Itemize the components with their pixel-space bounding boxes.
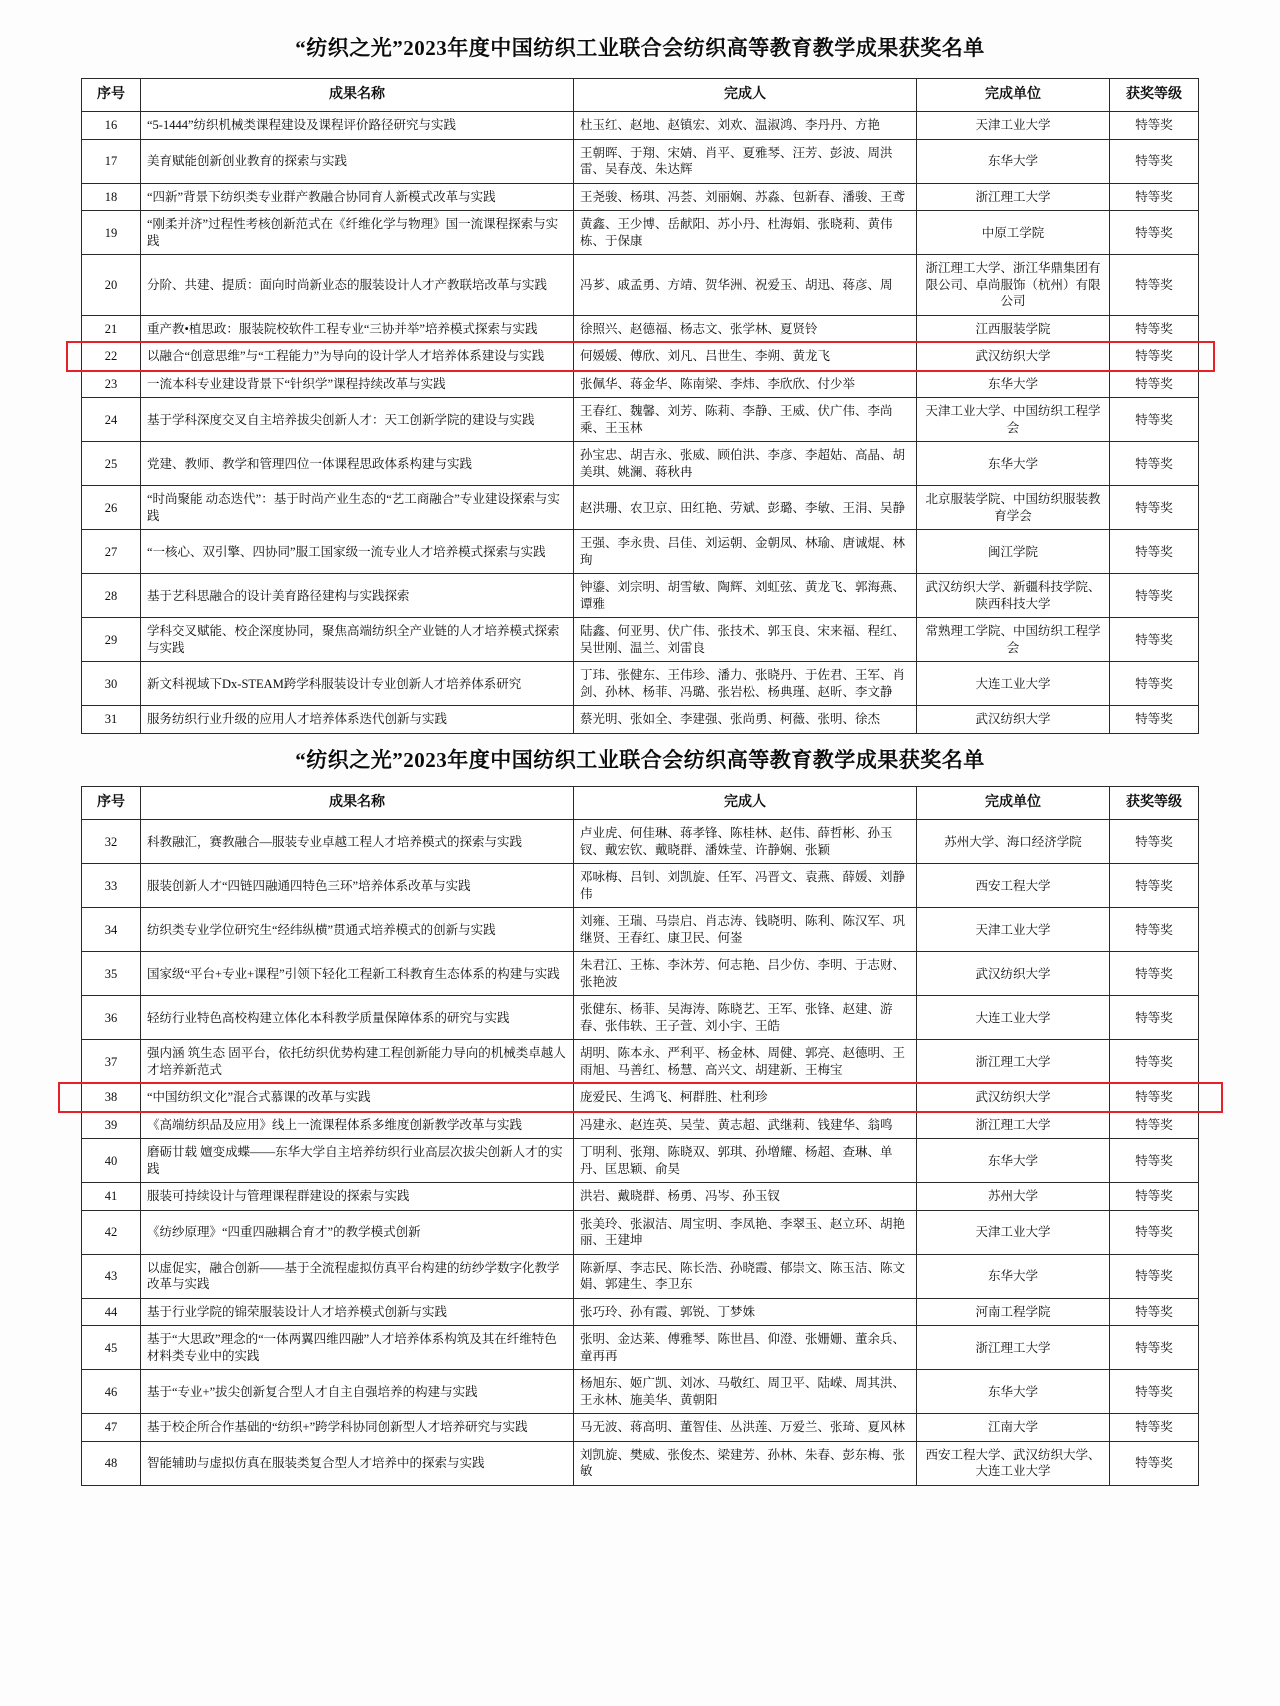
- cell-people: 陈新厚、李志民、陈长浩、孙晓霞、郁崇文、陈玉洁、陈文娟、郭建生、李卫东: [574, 1254, 917, 1298]
- cell-unit: 苏州大学、海口经济学院: [917, 820, 1110, 864]
- cell-level: 特等奖: [1110, 1040, 1199, 1084]
- table-row: [82, 183, 1199, 211]
- cell-level: 特等奖: [1110, 1441, 1199, 1485]
- cell-index: 37: [82, 1040, 141, 1084]
- table-row: [82, 908, 1199, 952]
- cell-index: 41: [82, 1183, 141, 1211]
- cell-people: 钟鎏、刘宗明、胡雪敏、陶辉、刘虹弦、黄龙飞、郭海燕、谭雅: [574, 574, 917, 618]
- cell-index: 38: [82, 1084, 141, 1112]
- col-header-name: 成果名称: [141, 79, 574, 112]
- cell-name: 服务纺织行业升级的应用人才培养体系迭代创新与实践: [141, 706, 574, 734]
- cell-level: 特等奖: [1110, 864, 1199, 908]
- cell-people: 洪岩、戴晓群、杨勇、冯岑、孙玉钗: [574, 1183, 917, 1211]
- table-row: [82, 398, 1199, 442]
- table-row: [82, 343, 1199, 371]
- cell-level: 特等奖: [1110, 1370, 1199, 1414]
- cell-level: 特等奖: [1110, 1326, 1199, 1370]
- cell-name: 以虚促实，融合创新——基于全流程虚拟仿真平台构建的纺纱学数字化教学改革与实践: [141, 1254, 574, 1298]
- cell-name: “一核心、双引擎、四协同”服工国家级一流专业人才培养模式探索与实践: [141, 530, 574, 574]
- cell-unit: 东华大学: [917, 139, 1110, 183]
- cell-level: 特等奖: [1110, 315, 1199, 343]
- cell-people: 杨旭东、姬广凯、刘冰、马敬红、周卫平、陆嵘、周其洪、王永林、施美华、黄朝阳: [574, 1370, 917, 1414]
- cell-name: 基于“专业+”拔尖创新复合型人才自主自强培养的构建与实践: [141, 1370, 574, 1414]
- cell-index: 17: [82, 139, 141, 183]
- cell-level: 特等奖: [1110, 255, 1199, 316]
- cell-name: 服装可持续设计与管理课程群建设的探索与实践: [141, 1183, 574, 1211]
- table-2-wrapper: [0, 786, 1280, 1486]
- cell-name: “时尚聚能 动态迭代”：基于时尚产业生态的“艺工商融合”专业建设探索与实践: [141, 486, 574, 530]
- table-row: [82, 1298, 1199, 1326]
- table-row: [82, 1040, 1199, 1084]
- cell-name: 国家级“平台+专业+课程”引领下轻化工程新工科教育生态体系的构建与实践: [141, 952, 574, 996]
- cell-people: 何媛媛、傅欣、刘凡、吕世生、李朔、黄龙飞: [574, 343, 917, 371]
- table-row: [82, 1414, 1199, 1442]
- table-row: [82, 139, 1199, 183]
- cell-level: 特等奖: [1110, 486, 1199, 530]
- table-row: [82, 1139, 1199, 1183]
- table-row: [82, 662, 1199, 706]
- page-title-2: “纺织之光”2023年度中国纺织工业联合会纺织高等教育教学成果获奖名单: [295, 747, 985, 772]
- cell-index: 46: [82, 1370, 141, 1414]
- cell-level: 特等奖: [1110, 370, 1199, 398]
- cell-level: 特等奖: [1110, 996, 1199, 1040]
- cell-unit: 东华大学: [917, 1139, 1110, 1183]
- cell-level: 特等奖: [1110, 183, 1199, 211]
- cell-unit: 大连工业大学: [917, 996, 1110, 1040]
- table-row: [82, 315, 1199, 343]
- cell-level: 特等奖: [1110, 398, 1199, 442]
- cell-name: 以融合“创意思维”与“工程能力”为导向的设计学人才培养体系建设与实践: [141, 343, 574, 371]
- table-row: [82, 820, 1199, 864]
- table-1-wrapper: [0, 78, 1280, 734]
- cell-name: 分阶、共建、提质：面向时尚新业态的服装设计人才产教联培改革与实践: [141, 255, 574, 316]
- cell-level: 特等奖: [1110, 442, 1199, 486]
- cell-people: 张美玲、张淑洁、周宝明、李凤艳、李翠玉、赵立环、胡艳丽、王建坤: [574, 1210, 917, 1254]
- cell-name: 一流本科专业建设背景下“针织学”课程持续改革与实践: [141, 370, 574, 398]
- cell-index: 43: [82, 1254, 141, 1298]
- cell-people: 张佩华、蒋金华、陈南梁、李炜、李欣欣、付少举: [574, 370, 917, 398]
- cell-people: 胡明、陈本永、严利平、杨金林、周健、郭亮、赵德明、王雨旭、马善红、杨慧、高兴文、胡建新、王梅宝: [574, 1040, 917, 1084]
- cell-people: 王朝晖、于翔、宋婧、肖平、夏雅琴、汪芳、彭波、周洪雷、吴春茂、朱达辉: [574, 139, 917, 183]
- cell-unit: 西安工程大学、武汉纺织大学、大连工业大学: [917, 1441, 1110, 1485]
- cell-level: 特等奖: [1110, 343, 1199, 371]
- cell-name: 磨砺廿载 嬗变成蝶——东华大学自主培养纺织行业高层次拔尖创新人才的实践: [141, 1139, 574, 1183]
- table-row: [82, 1370, 1199, 1414]
- cell-name: 强内涵 筑生态 固平台，依托纺织优势构建工程创新能力导向的机械类卓越人才培养新范式: [141, 1040, 574, 1084]
- cell-unit: 武汉纺织大学: [917, 343, 1110, 371]
- cell-people: 杜玉红、赵地、赵镇宏、刘欢、温淑鸿、李丹丹、方艳: [574, 112, 917, 140]
- table-row: [82, 1326, 1199, 1370]
- cell-people: 丁玮、张健东、王伟珍、潘力、张晓丹、于佐君、王军、肖剑、孙林、杨菲、冯璐、张岩松、杨典瑾、赵昕、李文静: [574, 662, 917, 706]
- cell-level: 特等奖: [1110, 1139, 1199, 1183]
- cell-level: 特等奖: [1110, 139, 1199, 183]
- cell-index: 45: [82, 1326, 141, 1370]
- cell-unit: 大连工业大学: [917, 662, 1110, 706]
- cell-name: 服装创新人才“四链四融通四特色三环”培养体系改革与实践: [141, 864, 574, 908]
- cell-index: 22: [82, 343, 141, 371]
- cell-name: “中国纺织文化”混合式慕课的改革与实践: [141, 1084, 574, 1112]
- table-row: [82, 1111, 1199, 1139]
- cell-index: 19: [82, 211, 141, 255]
- cell-index: 24: [82, 398, 141, 442]
- cell-index: 18: [82, 183, 141, 211]
- cell-name: 轻纺行业特色高校构建立体化本科教学质量保障体系的研究与实践: [141, 996, 574, 1040]
- cell-name: “5-1444”纺织机械类课程建设及课程评价路径研究与实践: [141, 112, 574, 140]
- table-row: [82, 530, 1199, 574]
- cell-people: 刘雍、王瑞、马崇启、肖志涛、钱晓明、陈利、陈汉军、巩继贤、王春红、康卫民、何崟: [574, 908, 917, 952]
- table-row: [82, 442, 1199, 486]
- cell-unit: 浙江理工大学: [917, 1111, 1110, 1139]
- cell-people: 冯芗、戚孟勇、方靖、贺华洲、祝爱玉、胡迅、蒋彦、周: [574, 255, 917, 316]
- cell-people: 刘凯旋、樊威、张俊杰、梁建芳、孙林、朱春、彭东梅、张敏: [574, 1441, 917, 1485]
- cell-level: 特等奖: [1110, 574, 1199, 618]
- cell-name: 基于校企所合作基础的“纺织+”跨学科协同创新型人才培养研究与实践: [141, 1414, 574, 1442]
- cell-unit: 苏州大学: [917, 1183, 1110, 1211]
- cell-name: 基于学科深度交叉自主培养拔尖创新人才：天工创新学院的建设与实践: [141, 398, 574, 442]
- table-2-body: [82, 820, 1199, 1486]
- table-row: [82, 618, 1199, 662]
- cell-index: 48: [82, 1441, 141, 1485]
- cell-name: 基于艺科思融合的设计美育路径建构与实践探索: [141, 574, 574, 618]
- cell-unit: 西安工程大学: [917, 864, 1110, 908]
- cell-people: 冯建永、赵连英、吴莹、黄志超、武继莉、钱建华、翁鸣: [574, 1111, 917, 1139]
- table-2-header: [82, 786, 1199, 819]
- cell-people: 王尧骏、杨琪、冯荟、刘丽娴、苏淼、包新春、潘骏、王鸢: [574, 183, 917, 211]
- cell-index: 39: [82, 1111, 141, 1139]
- cell-index: 25: [82, 442, 141, 486]
- cell-level: 特等奖: [1110, 112, 1199, 140]
- cell-level: 特等奖: [1110, 1210, 1199, 1254]
- cell-unit: 浙江理工大学: [917, 183, 1110, 211]
- cell-name: 科教融汇，赛教融合—服装专业卓越工程人才培养模式的探索与实践: [141, 820, 574, 864]
- cell-level: 特等奖: [1110, 908, 1199, 952]
- cell-people: 张巧玲、孙有霞、郭锐、丁梦姝: [574, 1298, 917, 1326]
- cell-name: 纺织类专业学位研究生“经纬纵横”贯通式培养模式的创新与实践: [141, 908, 574, 952]
- cell-name: “刚柔并济”过程性考核创新范式在《纤维化学与物理》国一流课程探索与实践: [141, 211, 574, 255]
- cell-people: 徐照兴、赵德福、杨志文、张学林、夏贤铃: [574, 315, 917, 343]
- cell-level: 特等奖: [1110, 662, 1199, 706]
- page-title-1: “纺织之光”2023年度中国纺织工业联合会纺织高等教育教学成果获奖名单: [295, 36, 985, 60]
- cell-name: 学科交叉赋能、校企深度协同，聚焦高端纺织全产业链的人才培养模式探索与实践: [141, 618, 574, 662]
- cell-level: 特等奖: [1110, 820, 1199, 864]
- cell-people: 赵洪珊、农卫京、田红艳、劳斌、彭璐、李敏、王涓、吴静: [574, 486, 917, 530]
- cell-index: 32: [82, 820, 141, 864]
- cell-level: 特等奖: [1110, 1254, 1199, 1298]
- cell-index: 28: [82, 574, 141, 618]
- cell-unit: 天津工业大学: [917, 1210, 1110, 1254]
- cell-unit: 浙江理工大学: [917, 1326, 1110, 1370]
- cell-index: 21: [82, 315, 141, 343]
- cell-index: 27: [82, 530, 141, 574]
- table-row: [82, 574, 1199, 618]
- cell-index: 40: [82, 1139, 141, 1183]
- cell-name: 智能辅助与虚拟仿真在服装类复合型人才培养中的探索与实践: [141, 1441, 574, 1485]
- cell-index: 20: [82, 255, 141, 316]
- table-row: [82, 1084, 1199, 1112]
- cell-name: 基于“大思政”理念的“一体两翼四维四融”人才培养体系构筑及其在纤维特色材料类专业中的实践: [141, 1326, 574, 1370]
- table-row: [82, 1441, 1199, 1485]
- cell-people: 王春红、魏馨、刘芳、陈莉、李静、王威、伏广伟、李尚乘、王玉林: [574, 398, 917, 442]
- cell-unit: 东华大学: [917, 370, 1110, 398]
- table-row: [82, 255, 1199, 316]
- cell-unit: 东华大学: [917, 1370, 1110, 1414]
- cell-unit: 天津工业大学、中国纺织工程学会: [917, 398, 1110, 442]
- cell-name: 新文科视域下Dx-STEAM跨学科服装设计专业创新人才培养体系研究: [141, 662, 574, 706]
- cell-people: 庞爱民、生鸿飞、柯群胜、杜利珍: [574, 1084, 917, 1112]
- table-row: [82, 864, 1199, 908]
- cell-level: 特等奖: [1110, 1183, 1199, 1211]
- cell-index: 33: [82, 864, 141, 908]
- table-row: [82, 211, 1199, 255]
- cell-name: 基于行业学院的锦荣服装设计人才培养模式创新与实践: [141, 1298, 574, 1326]
- col-header-index: 序号: [82, 79, 141, 112]
- table-row: [82, 486, 1199, 530]
- col-header-level: 获奖等级: [1110, 79, 1199, 112]
- cell-level: 特等奖: [1110, 952, 1199, 996]
- col-header-people: 完成人: [574, 786, 917, 819]
- cell-index: 36: [82, 996, 141, 1040]
- cell-people: 陆鑫、何亚男、伏广伟、张技术、郭玉良、宋来福、程红、吴世刚、温兰、刘雷良: [574, 618, 917, 662]
- cell-people: 黄鑫、王少博、岳献阳、苏小丹、杜海娟、张晓莉、黄伟栋、于保康: [574, 211, 917, 255]
- cell-unit: 中原工学院: [917, 211, 1110, 255]
- cell-unit: 江南大学: [917, 1414, 1110, 1442]
- col-header-unit: 完成单位: [917, 79, 1110, 112]
- cell-level: 特等奖: [1110, 1298, 1199, 1326]
- table-row: [82, 952, 1199, 996]
- cell-unit: 浙江理工大学、浙江华鼎集团有限公司、卓尚服饰（杭州）有限公司: [917, 255, 1110, 316]
- cell-name: “四新”背景下纺织类专业群产教融合协同育人新模式改革与实践: [141, 183, 574, 211]
- table-row: [82, 706, 1199, 734]
- table-row: [82, 112, 1199, 140]
- col-header-unit: 完成单位: [917, 786, 1110, 819]
- cell-index: 42: [82, 1210, 141, 1254]
- cell-index: 29: [82, 618, 141, 662]
- cell-unit: 武汉纺织大学: [917, 952, 1110, 996]
- cell-unit: 武汉纺织大学: [917, 706, 1110, 734]
- award-table-1: [81, 78, 1199, 734]
- cell-name: 党建、教师、教学和管理四位一体课程思政体系构建与实践: [141, 442, 574, 486]
- cell-people: 马无波、蒋高明、董智佳、丛洪莲、万爱兰、张琦、夏风林: [574, 1414, 917, 1442]
- cell-level: 特等奖: [1110, 1414, 1199, 1442]
- cell-unit: 武汉纺织大学、新疆科技学院、陕西科技大学: [917, 574, 1110, 618]
- cell-unit: 常熟理工学院、中国纺织工程学会: [917, 618, 1110, 662]
- cell-name: 美育赋能创新创业教育的探索与实践: [141, 139, 574, 183]
- cell-people: 张明、金达莱、傅雅琴、陈世昌、仰澄、张姗姗、董余兵、童再再: [574, 1326, 917, 1370]
- cell-name: 《高端纺织品及应用》线上一流课程体系多维度创新教学改革与实践: [141, 1111, 574, 1139]
- table-row: [82, 1210, 1199, 1254]
- cell-unit: 天津工业大学: [917, 112, 1110, 140]
- col-header-name: 成果名称: [141, 786, 574, 819]
- cell-people: 丁明利、张翔、陈晓双、郭琪、孙增耀、杨超、查琳、单丹、匡思颖、俞昊: [574, 1139, 917, 1183]
- cell-level: 特等奖: [1110, 1084, 1199, 1112]
- col-header-people: 完成人: [574, 79, 917, 112]
- table-row: [82, 1183, 1199, 1211]
- cell-unit: 北京服装学院、中国纺织服装教育学会: [917, 486, 1110, 530]
- cell-unit: 河南工程学院: [917, 1298, 1110, 1326]
- cell-unit: 东华大学: [917, 442, 1110, 486]
- cell-people: 张健东、杨菲、吴海涛、陈晓艺、王军、张锋、赵建、游春、张伟轶、王子萱、刘小宇、王皓: [574, 996, 917, 1040]
- cell-index: 23: [82, 370, 141, 398]
- cell-index: 44: [82, 1298, 141, 1326]
- cell-unit: 浙江理工大学: [917, 1040, 1110, 1084]
- cell-level: 特等奖: [1110, 530, 1199, 574]
- cell-name: 《纺纱原理》“四重四融耦合育才”的教学模式创新: [141, 1210, 574, 1254]
- cell-people: 蔡光明、张如全、李建强、张尚勇、柯薇、张明、徐杰: [574, 706, 917, 734]
- cell-index: 35: [82, 952, 141, 996]
- cell-people: 王强、李永贵、吕佳、刘运朝、金朝凤、林瑜、唐诚焜、林珣: [574, 530, 917, 574]
- cell-people: 卢业虎、何佳琳、蒋孝锋、陈桂林、赵伟、薛哲彬、孙玉钗、戴宏钦、戴晓群、潘姝莹、许静娴、张颖: [574, 820, 917, 864]
- col-header-index: 序号: [82, 786, 141, 819]
- table-row: [82, 370, 1199, 398]
- cell-level: 特等奖: [1110, 1111, 1199, 1139]
- cell-unit: 天津工业大学: [917, 908, 1110, 952]
- cell-people: 孙宝忠、胡吉永、张威、顾伯洪、李彦、李超姑、高晶、胡美琪、姚澜、蒋秋冉: [574, 442, 917, 486]
- cell-unit: 东华大学: [917, 1254, 1110, 1298]
- table-header-row: [82, 786, 1199, 819]
- cell-index: 31: [82, 706, 141, 734]
- cell-index: 30: [82, 662, 141, 706]
- col-header-level: 获奖等级: [1110, 786, 1199, 819]
- cell-index: 26: [82, 486, 141, 530]
- cell-index: 16: [82, 112, 141, 140]
- cell-level: 特等奖: [1110, 706, 1199, 734]
- cell-index: 34: [82, 908, 141, 952]
- cell-unit: 闽江学院: [917, 530, 1110, 574]
- cell-name: 重产教•植思政：服装院校软件工程专业“三协并举”培养模式探索与实践: [141, 315, 574, 343]
- cell-people: 朱君江、王栋、李沐芳、何志艳、吕少仿、李明、于志财、张艳波: [574, 952, 917, 996]
- table-row: [82, 996, 1199, 1040]
- cell-unit: 江西服装学院: [917, 315, 1110, 343]
- cell-index: 47: [82, 1414, 141, 1442]
- cell-level: 特等奖: [1110, 618, 1199, 662]
- table-1-body: [82, 112, 1199, 734]
- cell-level: 特等奖: [1110, 211, 1199, 255]
- table-row: [82, 1254, 1199, 1298]
- table-1-header: [82, 79, 1199, 112]
- award-table-2: [81, 786, 1199, 1486]
- table-header-row: [82, 79, 1199, 112]
- cell-unit: 武汉纺织大学: [917, 1084, 1110, 1112]
- cell-people: 邓咏梅、吕钊、刘凯旋、任军、冯晋文、袁燕、薛媛、刘静伟: [574, 864, 917, 908]
